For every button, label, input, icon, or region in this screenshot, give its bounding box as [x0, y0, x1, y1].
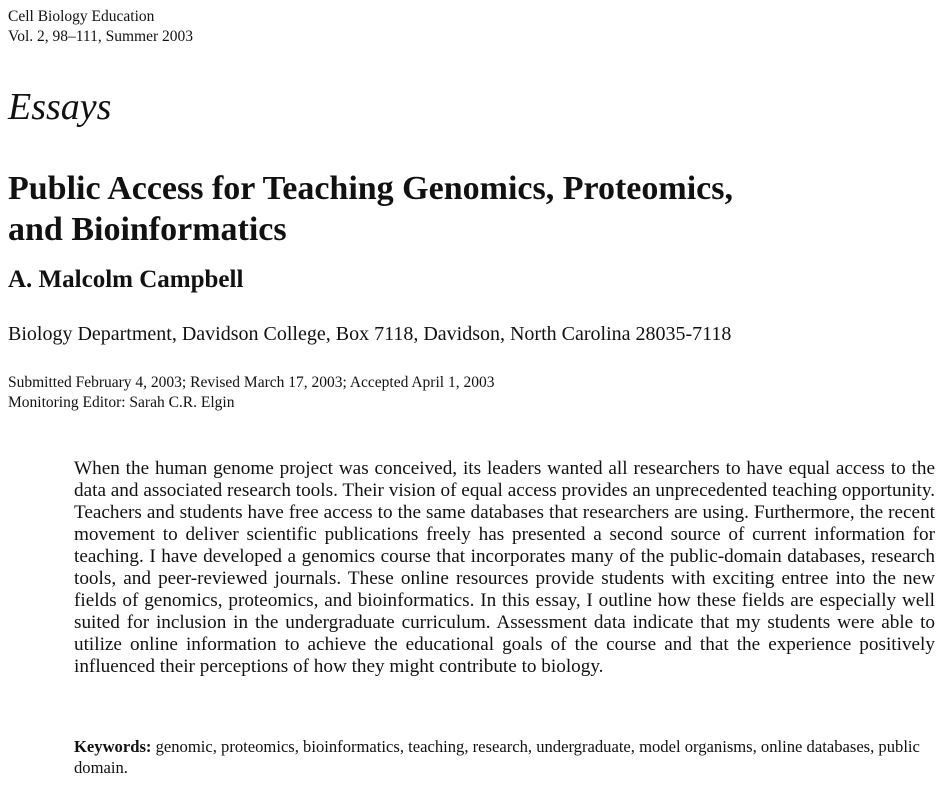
author-affiliation: Biology Department, Davidson College, Box 7118, Davidson, North Carolina 28035-7118 — [8, 323, 732, 345]
article-title-line-2: and Bioinformatics — [8, 211, 287, 248]
abstract: When the human genome project was conceived, its leaders wanted all researchers to have equal access to the data and associated research tools. Their vision of equal access provides an unprecedented teaching opportunity. Teachers and students have free access to the same databases that researchers are using. Furthermore, the recent movement to deliver scientific publications freely has presented a second source of current information for teaching. I have developed a genomics course that incorporates many of the public-domain databases, research tools, and peer-reviewed journals. These online resources provide students with exciting entree into the new fields of genomics, proteomics, and bioinformatics. In this essay, I outline how these fields are especially well suited for inclusion in the undergraduate curriculum. Assessment data indicate that my students were able to utilize online information to achieve the educational goals of the course and that the experience positively influenced their perceptions of how they might contribute to biology. — [74, 458, 935, 677]
journal-name: Cell Biology Education — [8, 8, 155, 25]
submission-dates: Submitted February 4, 2003; Revised March 17, 2003; Accepted April 1, 2003 — [8, 374, 495, 391]
keywords — [74, 736, 935, 778]
author-name: A. Malcolm Campbell — [8, 266, 244, 293]
keywords-label: Keywords: — [74, 737, 152, 756]
article-title — [8, 168, 908, 250]
journal-issue: Vol. 2, 98–111, Summer 2003 — [8, 28, 194, 45]
monitoring-editor: Monitoring Editor: Sarah C.R. Elgin — [8, 394, 235, 411]
article-title-line-1: Public Access for Teaching Genomics, Proteomics, — [8, 170, 733, 207]
journal-header — [8, 7, 193, 47]
submission-info — [8, 373, 494, 413]
section-heading: Essays — [8, 86, 112, 128]
keywords-list: genomic, proteomics, bioinformatics, teaching, research, undergraduate, model organisms, online databases, public domain. — [74, 737, 920, 777]
